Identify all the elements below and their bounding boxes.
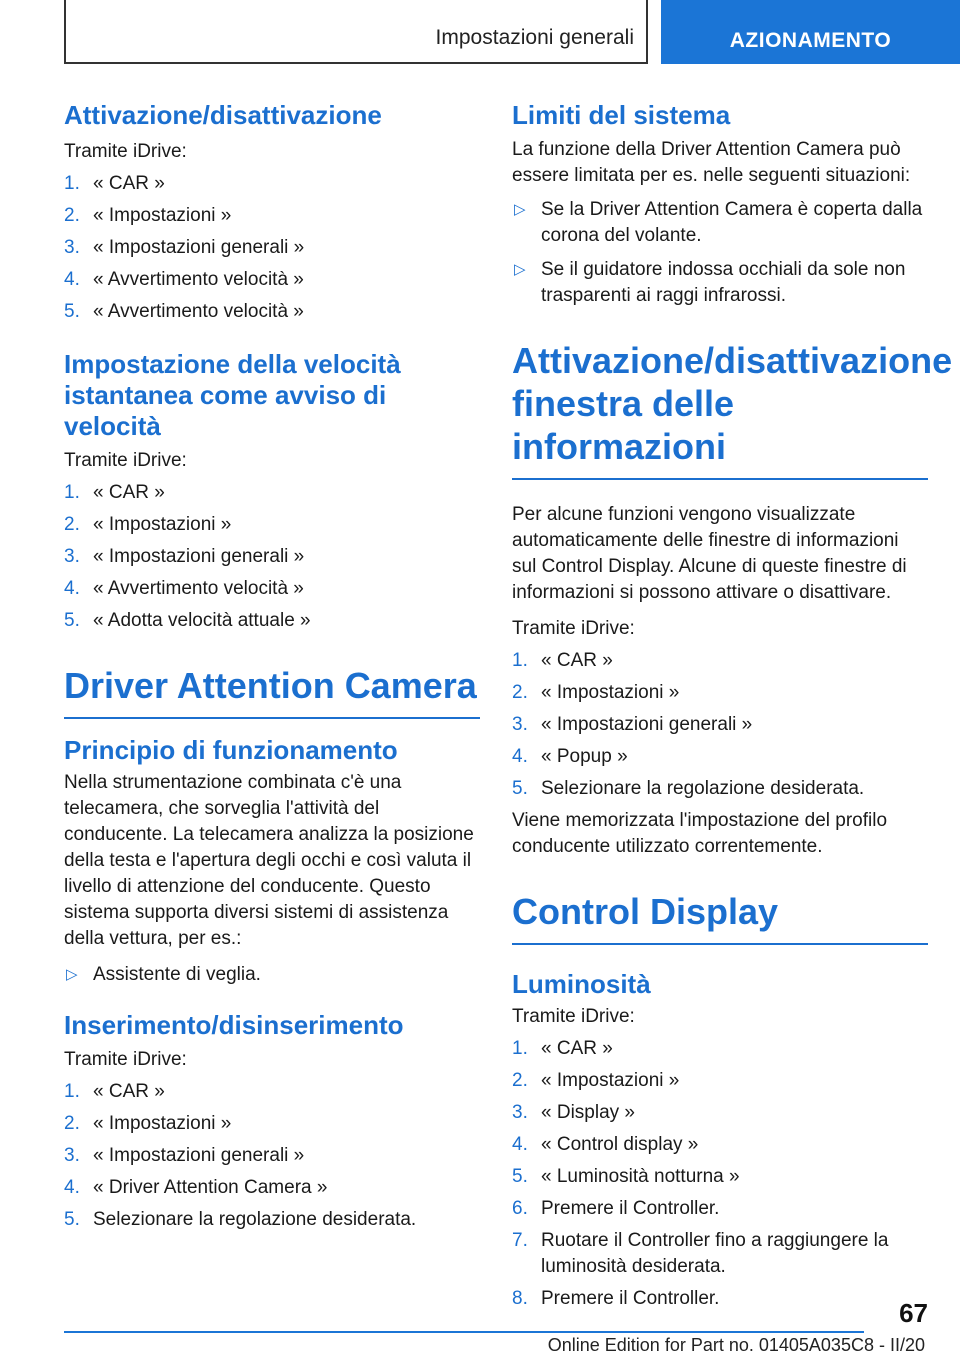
bullet-list [64, 962, 480, 988]
section-title-principio: Principio di funzionamento [64, 735, 398, 765]
bullet-list [512, 197, 928, 309]
list-item: 4. « Driver Attention Camera » [64, 1177, 328, 1198]
section-title-impostazione-velocita: Impostazione della velocità istantanea come avviso di velocità [64, 349, 401, 441]
footer-divider [64, 1331, 864, 1333]
list-item: 3. « Display » [512, 1102, 635, 1123]
left-column [64, 100, 480, 1233]
list-item: 2. « Impostazioni » [512, 682, 680, 703]
steps-list-2 [64, 480, 480, 634]
list-item: 3. « Impostazioni generali » [512, 714, 753, 735]
chapter-title-control-display: Control Display [512, 890, 928, 945]
list-item: ▷ Se il guidatore indossa occhiali da sole non trasparenti ai raggi infrarossi. [514, 259, 906, 306]
list-item: 1. « CAR » [512, 650, 613, 671]
list-item: ▷ Se la Driver Attention Camera è coperta dalla corona del volante. [514, 199, 923, 246]
list-item: 7. Ruotare il Controller fino a raggiungere la luminosità desiderata. [512, 1230, 889, 1277]
list-item: 4. « Avvertimento velocità » [64, 269, 304, 290]
idrive-intro: Tramite iDrive: [64, 1049, 187, 1070]
chapter-title-driver-attention-camera: Driver Attention Camera [64, 664, 480, 719]
list-item: 2. « Impostazioni » [64, 514, 232, 535]
list-item: 1. « CAR » [64, 482, 165, 503]
list-item: 2. « Impostazioni » [512, 1070, 680, 1091]
idrive-intro: Tramite iDrive: [512, 618, 635, 639]
idrive-intro: Tramite iDrive: [512, 1006, 635, 1027]
triangle-bullet-icon: ▷ [514, 201, 526, 218]
list-item: 1. « CAR » [64, 173, 165, 194]
section-title-luminosita: Luminosità [512, 969, 651, 999]
list-item: 3. « Impostazioni generali » [64, 237, 305, 258]
steps-list-3 [64, 1079, 480, 1233]
list-item: ▷ Assistente di veglia. [64, 962, 480, 988]
list-item: 5. « Adotta velocità attuale » [64, 610, 311, 631]
section-title-inserimento: Inserimento/disinserimento [64, 1010, 404, 1040]
principio-text: Nella strumentazione combinata c'è una telecamera, che sorveglia l'attività del conducente. La telecamera analizza la posizione della testa e l'apertura degli occhi e così valuta il livello di attenzione del conducente. Questo sistema supporta diversi sistemi di assistenza della vettura, per es.: [64, 772, 474, 949]
triangle-bullet-icon: ▷ [66, 966, 78, 983]
list-item: 6. Premere il Controller. [512, 1198, 720, 1219]
steps-list-4 [512, 648, 928, 802]
steps-list-5 [512, 1036, 928, 1312]
list-item: 1. « CAR » [64, 1081, 165, 1102]
footer-edition-link[interactable]: Online Edition for Part no. 01405A035C8 - II/20 [547, 1335, 925, 1355]
list-item: 1. « CAR » [512, 1038, 613, 1059]
list-item: 4. « Popup » [512, 746, 628, 767]
list-item: 4. « Control display » [512, 1134, 699, 1155]
list-item: 5. Selezionare la regolazione desiderata. [64, 1209, 417, 1230]
steps-list-1 [64, 171, 480, 325]
header-tab-label: AZIONAMENTO [729, 29, 892, 52]
header-box [64, 0, 648, 64]
section-title-attivazione: Attivazione/disattivazione [64, 100, 382, 130]
list-item: 5. « Avvertimento velocità » [64, 301, 304, 322]
list-item: 3. « Impostazioni generali » [64, 546, 305, 567]
list-item: 4. « Avvertimento velocità » [64, 578, 304, 599]
header-tab-azionamento[interactable] [661, 0, 960, 64]
finestra-text: Per alcune funzioni vengono visualizzate automaticamente delle finestre di informazioni sul Control Display. Alcune di queste finestre di informazioni si possono attivare o disattivare. [512, 504, 907, 603]
idrive-intro: Tramite iDrive: [64, 141, 187, 162]
triangle-bullet-icon: ▷ [514, 261, 526, 278]
list-item: 8. Premere il Controller. [512, 1288, 720, 1309]
right-column [512, 100, 953, 1312]
list-item: 5. « Luminosità notturna » [512, 1166, 740, 1187]
list-item: 2. « Impostazioni » [64, 1113, 232, 1134]
list-item: 5. Selezionare la regolazione desiderata. [512, 778, 865, 799]
idrive-intro: Tramite iDrive: [64, 450, 187, 471]
list-item: 2. « Impostazioni » [64, 205, 232, 226]
limiti-text: La funzione della Driver Attention Camera può essere limitata per es. nelle seguenti situazioni: [512, 139, 911, 186]
list-item: 3. « Impostazioni generali » [64, 1145, 305, 1166]
page-number: 67 [899, 1298, 928, 1328]
section-title-limiti: Limiti del sistema [512, 100, 731, 130]
profilo-text: Viene memorizzata l'impostazione del profilo conducente utilizzato correntemente. [512, 810, 888, 857]
chapter-title-finestra-informazioni: Attivazione/disattivazione finestra delle informazioni [512, 339, 928, 480]
header-section-title: Impostazioni generali [435, 26, 634, 49]
